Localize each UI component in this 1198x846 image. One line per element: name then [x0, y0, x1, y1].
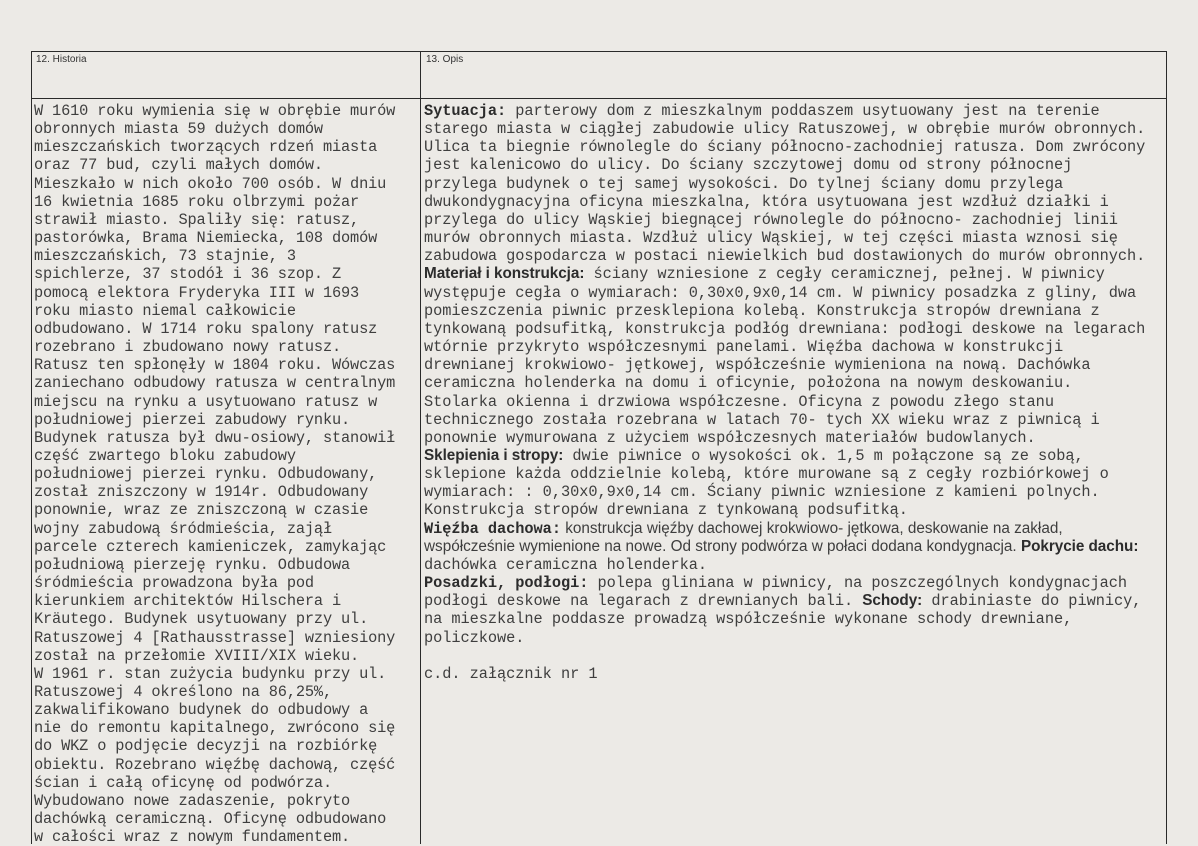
history-line: do WKZ o podjęcie decyzji na rozbiórkę — [34, 737, 378, 756]
description-paragraph-4 — [424, 574, 1150, 647]
history-line: 16 kwietnia 1685 roku olbrzymi pożar — [34, 192, 360, 211]
history-line: pastorówka, Brama Niemiecka, 108 domów — [34, 229, 378, 248]
wiezba-label: Więźba dachowa: — [424, 519, 561, 538]
history-line: ścian i całą oficynę od podwórza. — [34, 773, 332, 792]
history-line: Ratuszowej 4 określono na 86,25%, — [34, 683, 332, 701]
description-header: 13. Opis — [426, 54, 464, 65]
history-line: obronnych miasta 59 dużych domów — [34, 120, 323, 139]
schody-text: drabiniaste do piwnicy, na mieszkalne poddasze prowadzą współcześnie wykonane schody drewniane, policzkowe. — [424, 592, 1142, 647]
sklepienia-label: Sklepienia i stropy: — [424, 446, 564, 464]
history-line: południową pierzeję rynku. Odbudowa — [34, 555, 351, 574]
history-line: wojny zabudową śródmieścia, zajął — [34, 519, 332, 538]
history-line: nie do remontu kapitalnego, zwrócono się — [34, 719, 396, 738]
history-header: 12. Historia — [36, 54, 87, 65]
history-line: mieszczańskich, 73 stajnie, 3 — [34, 247, 296, 266]
header-divider — [31, 98, 1166, 99]
description-text — [424, 102, 1150, 683]
pokrycie-text: dachówka ceramiczna holenderka. — [424, 555, 708, 574]
column-divider — [420, 51, 421, 844]
material-text: ściany wzniesione z cegły ceramicznej, pełnej. W piwnicy występuje cegła o wymiarach: 0,30x0,9x0,14 cm. W piwnicy posadzka z gliny, dwa pomieszczenia piwnic przesklepiona kolebą. Konstrukcja stropów drewniana z tynkowaną podsufitką, konstrukcja podłóg drewniana: podłogi deskowe na legarach wtórnie przykryto współczesnymi panelami. Więźba dachowa w konstrukcji drewnianej krokwiowo- jętkowej, współcześnie wymieniona na nową. Dachówka ceramiczna holenderka na domu i oficynie, położona na nowym deskowaniu. Stolarka okienna i drzwiowa współczesne. Oficyna z powodu złego stanu technicznego została rozebrana w latach 70- tych XX wieku wraz z piwnicą i ponownie wymurowana z użyciem współczesnych materiałów budowlanych. — [424, 265, 1146, 447]
history-line: dachówką ceramiczną. Oficynę odbudowano — [34, 810, 387, 829]
description-paragraph-2 — [424, 447, 1150, 520]
history-line: miejscu na rynku a usytuowano ratusz w — [34, 392, 378, 411]
description-paragraph-3 — [424, 520, 1150, 574]
history-line: w całości wraz z nowym fundamentem. — [34, 828, 351, 846]
history-line: oraz 77 bud, czyli małych domów. — [34, 156, 323, 175]
sytuacja-text: parterowy dom z mieszkalnym poddaszem usytuowany jest na terenie starego miasta w ciągłej zabudowie ulicy Ratuszowej, w obrębie murów obronnych. Ulica ta biegnie równolegle do ściany północno-zachodniej ratusza. Dom zwrócony jest kalenicowo do ulicy. Do ściany szczytowej domu od strony północnej przylega budynek o tej samej wysokości. Do tylnej ściany domu przylega dwukondygnacyjna oficyna mieszkalna, która usytuowana jest wzdłuż działki i przylega do ulicy Wąskiej biegnącej równolegle do północno- zachodniej linii murów obronnych miasta. Wzdłuż ulicy Wąskiej, w tej części miasta wznosi się zabudowa gospodarcza w postaci niewielkich bud dostawionych do murów obronnych. — [424, 102, 1146, 266]
sytuacja-label: Sytuacja: — [424, 102, 507, 120]
history-line: południowej pierzei rynku. Odbudowany, — [34, 465, 378, 484]
history-line: rozebrano i zbudowano nowy ratusz. — [34, 338, 342, 357]
history-line: Ratuszowej 4 [Rathausstrasse] wzniesiony — [34, 628, 396, 647]
history-line: odbudowano. W 1714 roku spalony ratusz — [34, 319, 378, 338]
history-line: Ratusz ten spłonęły w 1804 roku. Wówczas — [34, 356, 396, 375]
history-line: spichlerze, 37 stodół i 36 szop. Z — [34, 265, 342, 284]
description-paragraph-1 — [424, 102, 1150, 447]
wiezba-text: konstrukcja więźby dachowej krokwiowo- jętkowa, deskowanie na zakład, współcześnie wymienione na nowe. Od strony podwórza w połaci dodana kondygnacja. — [424, 519, 1063, 555]
history-line: śródmieścia prowadzona była pod — [34, 574, 314, 593]
left-border — [31, 51, 32, 844]
history-line: kierunkiem architektów Hilschera i — [34, 592, 342, 611]
history-line: Budynek ratusza był dwu-osiowy, stanowił — [34, 428, 396, 447]
schody-label: Schody: — [862, 592, 923, 610]
top-border — [31, 51, 1166, 52]
history-line: pomocą elektora Fryderyka III w 1693 — [34, 283, 360, 302]
pokrycie-label: Pokrycie dachu: — [1020, 537, 1139, 555]
history-line: ponownie, wraz ze zniszczoną w czasie — [34, 501, 369, 520]
sklepienia-text: dwie piwnice o wysokości ok. 1,5 m połączone są ze sobą, sklepione każda oddzielnie kolebą, które murowane są z cegły rozbiórkowej o wymiarach: : 0,30x0,9x0,14 cm. Ściany piwnic wzniesione z kamieni polnych. Konstrukcja stropów drewniana z tynkowaną podsufitką. — [424, 446, 1109, 520]
history-line: został na przełomie XVIII/XIX wieku. — [34, 646, 360, 665]
material-label: Materiał i konstrukcja: — [424, 265, 585, 283]
history-line: został zniszczony w 1914r. Odbudowany — [34, 483, 369, 502]
history-line: Mieszkało w nich około 700 osób. W dniu — [34, 174, 387, 193]
history-line: południowej pierzei zabudowy rynku. — [34, 410, 351, 429]
history-line: obiektu. Rozebrano więźbę dachową, część — [34, 755, 396, 774]
right-border — [1166, 51, 1167, 844]
history-line: roku miasto niemal całkowicie — [34, 301, 296, 320]
history-line: zaniechano odbudowy ratusza w centralnym — [34, 374, 396, 393]
history-line: Wybudowano nowe zadaszenie, pokryto — [34, 791, 351, 810]
history-line: część zwartego bloku zabudowy — [34, 446, 296, 465]
history-line: Kräutego. Budynek usytuowany przy ul. — [34, 610, 369, 629]
posadzki-label: Posadzki, podłogi: — [424, 574, 589, 593]
history-line: zakwalifikowano budynek do odbudowy a — [34, 701, 369, 720]
posadzki-text: polepa gliniana w piwnicy, na poszczególnych kondygnacjach podłogi deskowe na legarach z drewnianych bali. — [424, 574, 1127, 611]
history-line: mieszczańskich tworzących rdzeń miasta — [34, 138, 378, 157]
history-line: W 1961 r. stan zużycia budynku przy ul. — [34, 664, 387, 683]
history-text — [34, 102, 418, 846]
continuation-note: c.d. załącznik nr 1 — [424, 664, 598, 683]
history-line: W 1610 roku wymienia się w obrębie murów — [34, 102, 396, 120]
history-line: parcele czterech kamieniczek, zamykając — [34, 537, 387, 556]
history-line: strawił miasto. Spaliły się: ratusz, — [34, 210, 360, 229]
